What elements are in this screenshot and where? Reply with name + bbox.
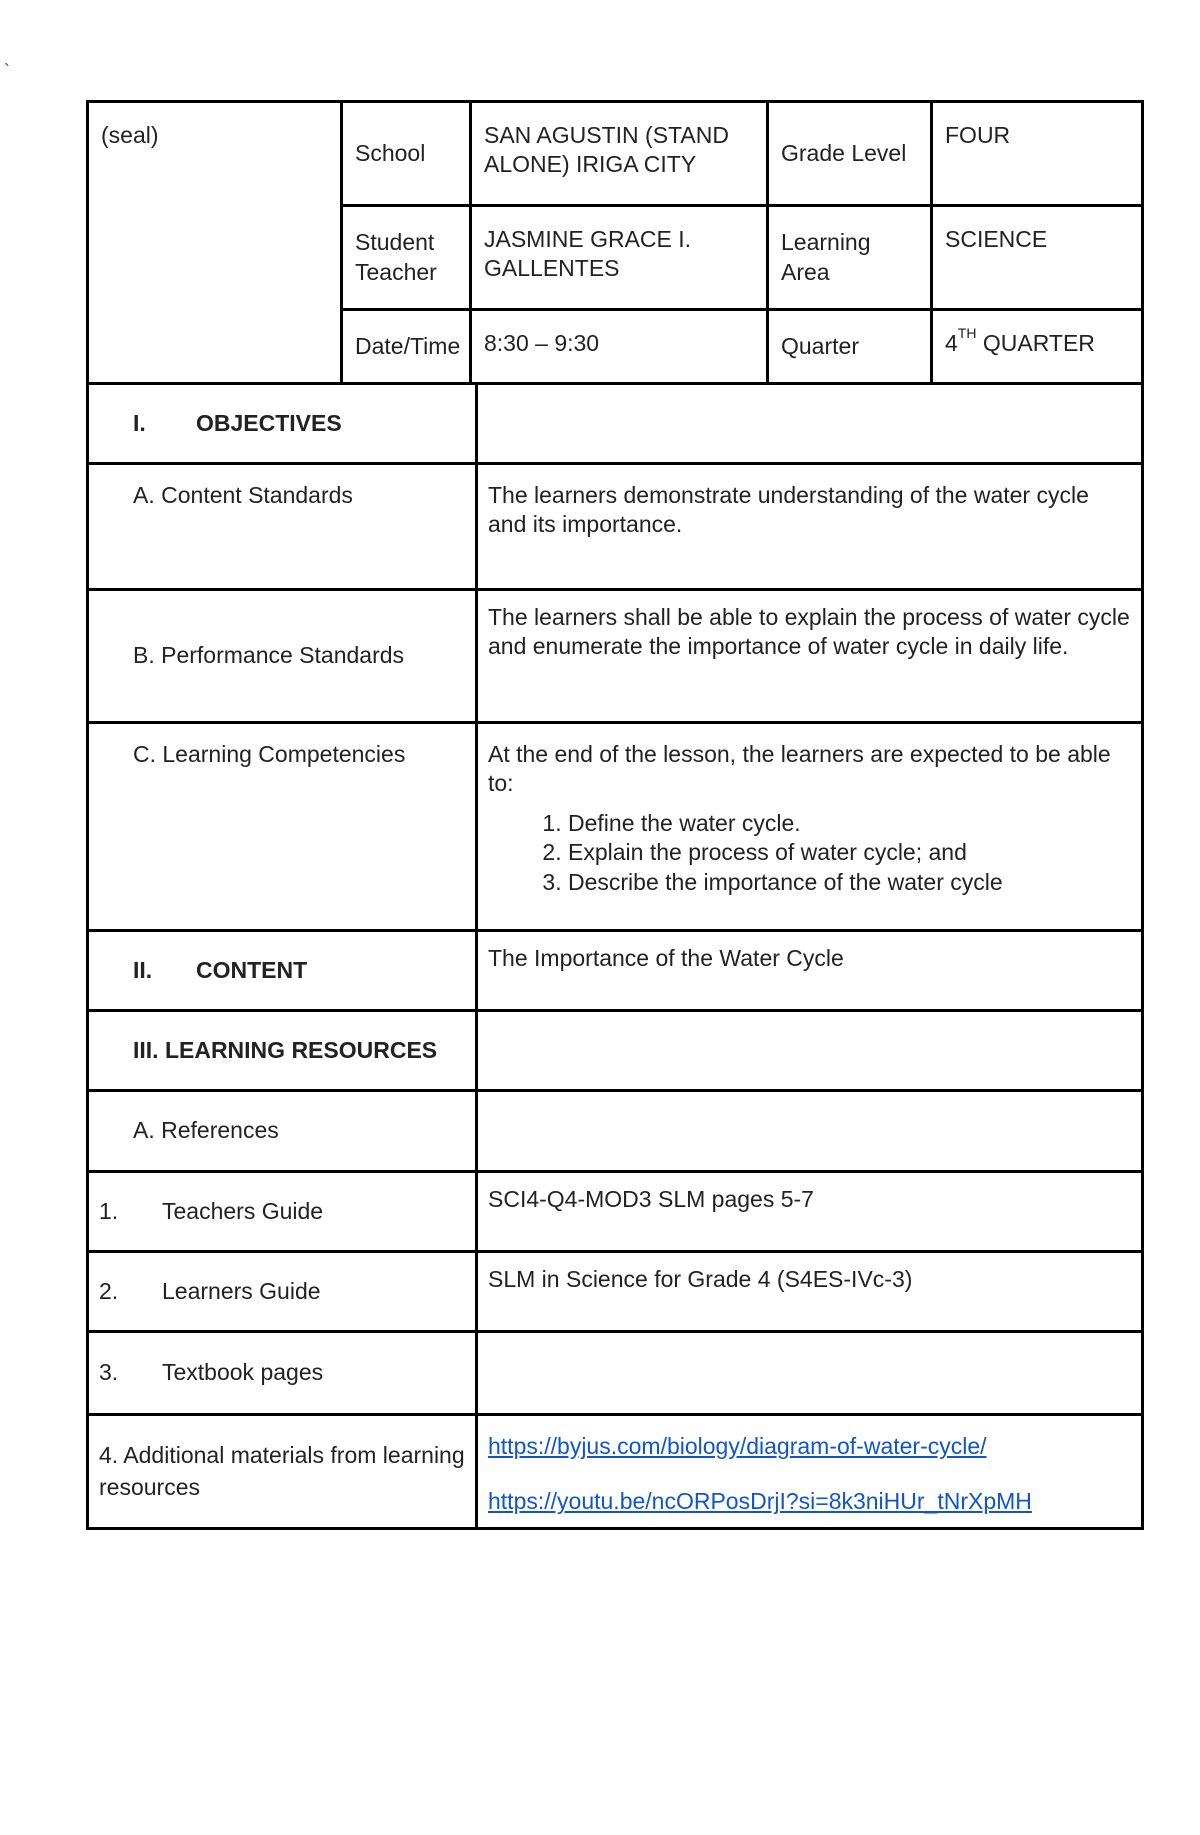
learning-competencies-text: [477, 723, 1143, 931]
date-time-label: Date/Time: [342, 310, 471, 384]
references-blank: [477, 1091, 1143, 1172]
header-info-table: [86, 100, 1144, 385]
seal-placeholder: (seal): [101, 122, 159, 148]
content-heading: [88, 931, 477, 1011]
objectives-heading-number: I.: [133, 409, 146, 436]
textbook-pages-number: 3.: [99, 1359, 119, 1386]
student-teacher-value: JASMINE GRACE I. GALLENTES: [471, 206, 768, 310]
school-label: School: [342, 102, 471, 206]
textbook-pages-value: [477, 1332, 1143, 1415]
additional-materials-links: [477, 1415, 1143, 1529]
list-item: 3. Describe the importance of the water cycle: [568, 868, 1131, 897]
youtube-water-cycle-link[interactable]: https://youtu.be/ncORPosDrjI?si=8k3niHUr_tNrXpMH: [488, 1488, 1032, 1515]
grade-level-label: Grade Level: [768, 102, 932, 206]
references-label: A. References: [88, 1091, 477, 1172]
learners-guide-text: Learners Guide: [162, 1277, 321, 1304]
textbook-pages-text: Textbook pages: [162, 1359, 324, 1386]
learning-competencies-label: C. Learning Competencies: [88, 723, 477, 931]
learning-area-label: Learning Area: [768, 206, 932, 310]
learning-resources-heading: III. LEARNING RESOURCES: [88, 1011, 477, 1091]
performance-standards-label: B. Performance Standards: [88, 590, 477, 723]
objectives-heading-text: OBJECTIVES: [196, 409, 342, 436]
stray-mark: `: [4, 61, 10, 81]
quarter-word: QUARTER: [976, 330, 1095, 356]
teachers-guide-label: [88, 1172, 477, 1252]
student-teacher-label: Student Teacher: [342, 206, 471, 310]
learning-area-value: SCIENCE: [932, 206, 1143, 310]
grade-level-value: FOUR: [932, 102, 1143, 206]
list-item: 1. Define the water cycle.: [568, 809, 1131, 838]
school-value: SAN AGUSTIN (STAND ALONE) IRIGA CITY: [471, 102, 768, 206]
learners-guide-label: [88, 1252, 477, 1332]
date-time-value: 8:30 – 9:30: [471, 310, 768, 384]
content-standards-label: A. Content Standards: [88, 464, 477, 590]
performance-standards-text: The learners shall be able to explain the process of water cycle and enumerate the importance of water cycle in daily life.: [477, 590, 1143, 723]
quarter-suffix: TH: [957, 325, 977, 341]
teachers-guide-text: Teachers Guide: [162, 1197, 324, 1224]
textbook-pages-label: [88, 1332, 477, 1415]
content-text: The Importance of the Water Cycle: [477, 931, 1143, 1011]
learners-guide-value: SLM in Science for Grade 4 (S4ES-IVc-3): [477, 1252, 1143, 1332]
lesson-plan-table: [86, 382, 1144, 1530]
quarter-number: 4: [945, 330, 958, 356]
content-standards-text: The learners demonstrate understanding of the water cycle and its importance.: [477, 464, 1143, 590]
learners-guide-number: 2.: [99, 1277, 119, 1304]
quarter-label: Quarter: [768, 310, 932, 384]
additional-materials-label: 4. Additional materials from learning resources: [88, 1415, 477, 1529]
teachers-guide-value: SCI4-Q4-MOD3 SLM pages 5-7: [477, 1172, 1143, 1252]
content-heading-text: CONTENT: [196, 956, 308, 983]
content-heading-number: II.: [133, 956, 153, 983]
objectives-heading: [88, 384, 477, 464]
learning-resources-blank: [477, 1011, 1143, 1091]
competencies-list: [488, 809, 1131, 897]
teachers-guide-number: 1.: [99, 1197, 119, 1224]
objectives-heading-blank: [477, 384, 1143, 464]
list-item: 2. Explain the process of water cycle; and: [568, 838, 1131, 867]
quarter-value: [932, 310, 1143, 384]
byjus-water-cycle-link[interactable]: https://byjus.com/biology/diagram-of-water-cycle/: [488, 1433, 987, 1459]
competencies-intro: At the end of the lesson, the learners are expected to be able to:: [488, 741, 1111, 797]
seal-cell: [88, 102, 342, 384]
